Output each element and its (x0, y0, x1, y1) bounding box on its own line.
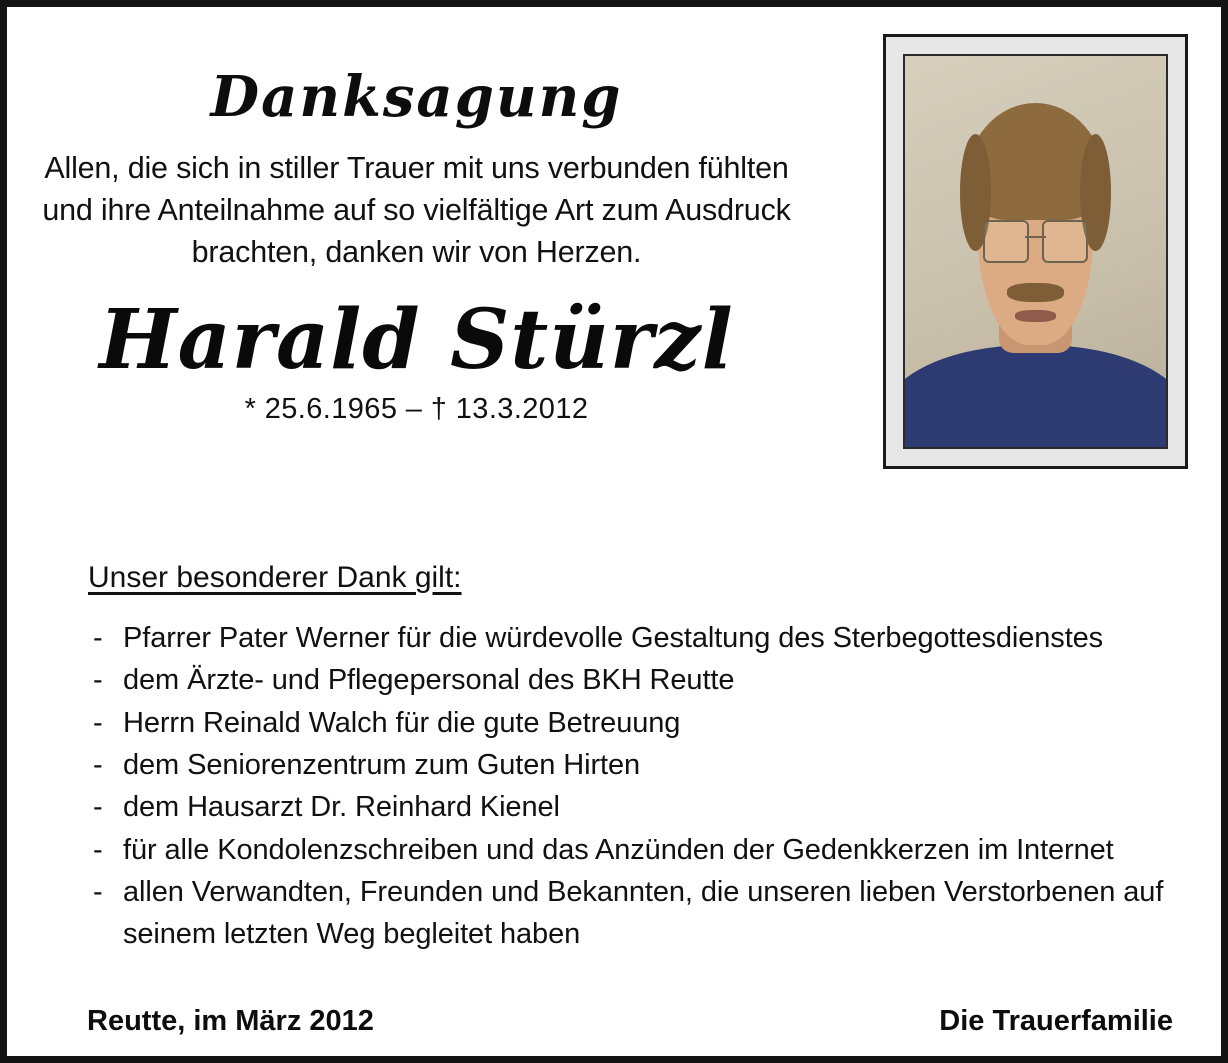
signature: Die Trauerfamilie (939, 1005, 1173, 1037)
deceased-name: Harald Stürzl (99, 292, 734, 389)
photo-mouth (1015, 310, 1057, 322)
list-item: - allen Verwandten, Freunden und Bekannten, die unseren lieben Verstorbenen auf seinem letzten Weg begleitet haben (88, 871, 1193, 956)
list-item: - Herrn Reinald Walch für die gute Betreuung (88, 702, 1193, 744)
intro-line-3: brachten, danken wir von Herzen. (191, 235, 642, 270)
intro-line-1: Allen, die sich in stiller Trauer mit uns verbunden fühlten (44, 151, 789, 185)
intro-line-2: und ihre Anteilnahme auf so vielfältige Art zum Ausdruck (42, 193, 791, 228)
life-dates: * 25.6.1965 – † 13.3.2012 (244, 393, 589, 426)
photo-glasses-left-lens (983, 220, 1029, 263)
page-title: Danksagung (210, 64, 623, 130)
card-footer (35, 1005, 1193, 1038)
place-and-date: Reutte, im März 2012 (87, 1005, 374, 1037)
thanks-list (35, 617, 1193, 956)
portrait-photo (903, 54, 1168, 449)
list-item: - für alle Kondolenzschreiben und das Anzünden der Gedenkkerzen im Internet (88, 829, 1193, 871)
list-item: - dem Hausarzt Dr. Reinhard Kienel (88, 786, 1193, 828)
list-item: - dem Ärzte- und Pflegepersonal des BKH Reutte (88, 659, 1193, 701)
photo-moustache (1007, 283, 1064, 303)
photo-glasses-right-lens (1042, 220, 1088, 263)
list-item: - dem Seniorenzentrum zum Guten Hirten (88, 744, 1193, 786)
portrait-frame (883, 34, 1188, 469)
photo-glasses-bridge (1025, 236, 1046, 238)
photo-shirt (903, 345, 1168, 449)
list-item: - Pfarrer Pater Werner für die würdevolle Gestaltung des Sterbegottesdienstes (88, 617, 1193, 659)
thanks-title: Unser besonderer Dank gilt: (88, 561, 462, 594)
card-header-area (35, 25, 1193, 495)
